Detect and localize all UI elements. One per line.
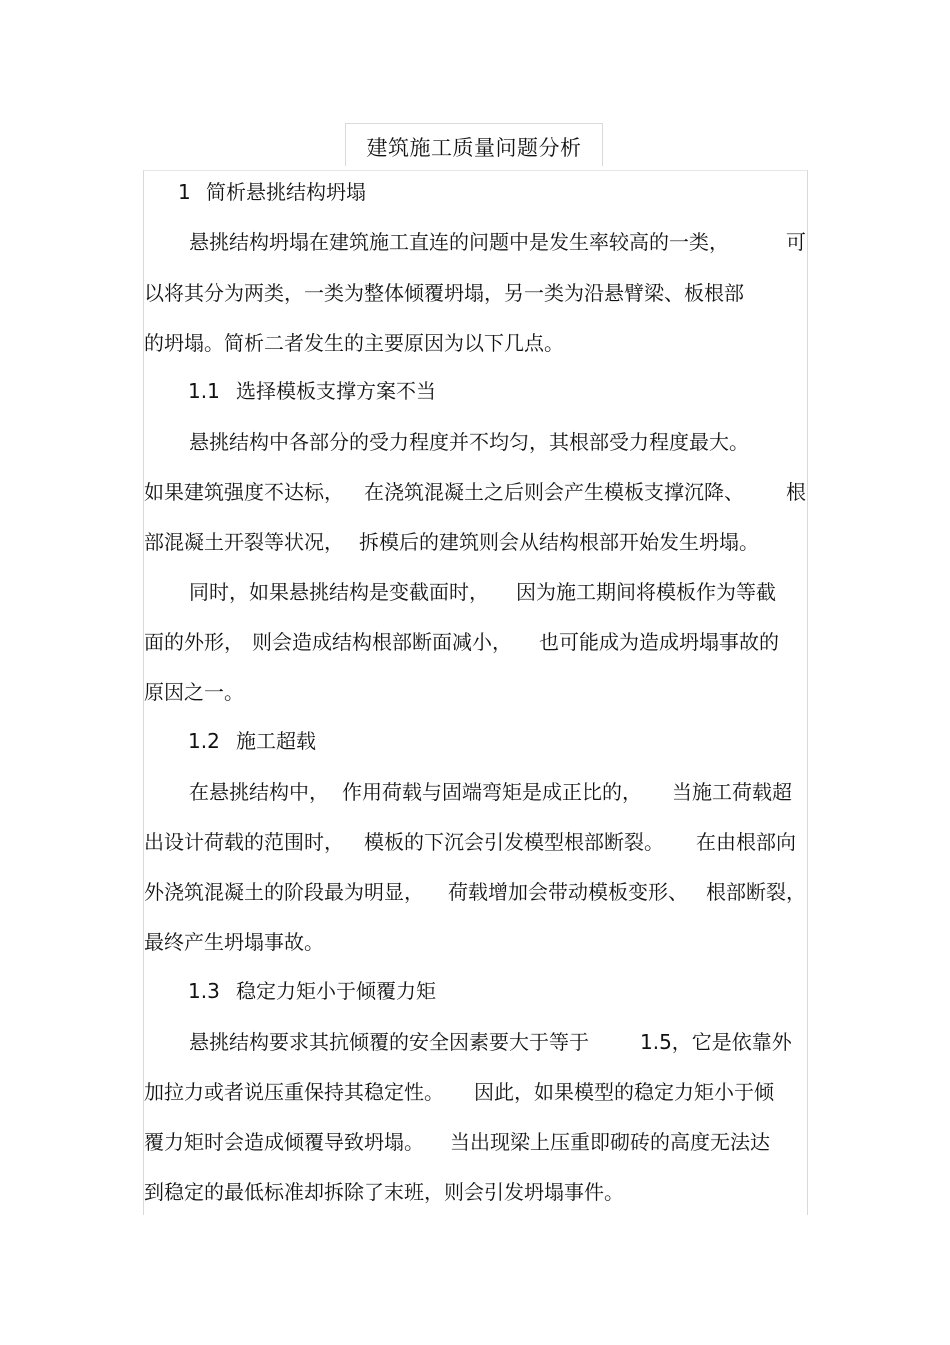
text-run: 拆模后的建筑则会从结构根部开始发生坍塌。 xyxy=(359,530,759,554)
text-run: 在悬挑结构中， xyxy=(189,780,329,804)
title-box xyxy=(345,123,603,166)
text-run: 的坍塌。简析二者发生的主要原因为以下几点。 xyxy=(144,331,564,355)
paragraph-line xyxy=(144,777,806,807)
text-run: 加拉力或者说压重保持其稳定性。 xyxy=(144,1080,444,1104)
text-run: 1.5，它是依靠外 xyxy=(640,1030,792,1054)
text-run: 部混凝土开裂等状况， xyxy=(144,530,344,554)
text-run: 到稳定的最低标准却拆除了末班，则会引发坍塌事件。 xyxy=(144,1180,624,1204)
paragraph-line xyxy=(144,927,806,957)
section-title: 简析悬挑结构坍塌 xyxy=(206,180,366,204)
subsection-heading xyxy=(144,726,806,756)
subsection-number: 1.2 xyxy=(188,729,220,753)
subsection-heading xyxy=(144,376,806,406)
paragraph-line xyxy=(144,677,806,707)
text-run: 当施工荷载超 xyxy=(672,780,792,804)
paragraph-line xyxy=(144,877,806,907)
text-run: 作用荷载与固端弯矩是成正比的， xyxy=(342,780,642,804)
section-heading xyxy=(144,177,806,207)
text-run: 在浇筑混凝土之后则会产生模板支撑沉降、 xyxy=(364,480,744,504)
paragraph-line xyxy=(144,1177,806,1207)
subsection-number: 1.1 xyxy=(188,379,220,403)
paragraph-line xyxy=(144,1127,806,1157)
paragraph-line xyxy=(144,278,806,308)
document-title: 建筑施工质量问题分析 xyxy=(366,136,582,160)
text-run: 最终产生坍塌事故。 xyxy=(144,930,324,954)
text-run: 出设计荷载的范围时， xyxy=(144,830,344,854)
text-run: 当出现梁上压重即砌砖的高度无法达 xyxy=(450,1130,770,1154)
paragraph-line xyxy=(144,328,806,358)
text-run: 根部断裂， xyxy=(706,880,806,904)
text-run: 在由根部向 xyxy=(696,830,796,854)
text-run: 因此，如果模型的稳定力矩小于倾 xyxy=(474,1080,774,1104)
text-run: 悬挑结构坍塌在建筑施工直连的问题中是发生率较高的一类， xyxy=(189,230,729,254)
text-run: 面的外形， xyxy=(144,630,244,654)
text-run: 则会造成结构根部断面减小， xyxy=(252,630,512,654)
text-run: 也可能成为造成坍塌事故的 xyxy=(539,630,779,654)
subsection-heading xyxy=(144,976,806,1006)
paragraph-line xyxy=(144,477,806,507)
subsection-title: 稳定力矩小于倾覆力矩 xyxy=(236,979,436,1003)
text-run: 外浇筑混凝土的阶段最为明显， xyxy=(144,880,424,904)
text-run: 模板的下沉会引发模型根部断裂。 xyxy=(364,830,664,854)
text-run: 悬挑结构中各部分的受力程度并不均匀，其根部受力程度最大。 xyxy=(189,430,749,454)
text-run: 悬挑结构要求其抗倾覆的安全因素要大于等于 xyxy=(189,1030,589,1054)
paragraph-line xyxy=(144,1027,806,1057)
paragraph-line xyxy=(144,627,806,657)
text-run: 根 xyxy=(786,480,806,504)
paragraph-line xyxy=(144,1077,806,1107)
paragraph-line xyxy=(144,227,806,257)
text-run: 以将其分为两类，一类为整体倾覆坍塌，另一类为沿悬臂梁、板根部 xyxy=(144,281,744,305)
subsection-title: 选择模板支撑方案不当 xyxy=(236,379,436,403)
paragraph-line xyxy=(144,577,806,607)
text-run: 因为施工期间将模板作为等截 xyxy=(516,580,776,604)
text-run: 原因之一。 xyxy=(144,680,244,704)
paragraph-line xyxy=(144,427,806,457)
text-run: 可 xyxy=(786,230,806,254)
paragraph-line xyxy=(144,527,806,557)
subsection-number: 1.3 xyxy=(188,979,220,1003)
paragraph-line xyxy=(144,827,806,857)
text-run: 如果建筑强度不达标， xyxy=(144,480,344,504)
text-run: 覆力矩时会造成倾覆导致坍塌。 xyxy=(144,1130,424,1154)
text-run: 荷载增加会带动模板变形、 xyxy=(448,880,688,904)
section-number: 1 xyxy=(178,180,191,204)
subsection-title: 施工超载 xyxy=(236,729,316,753)
text-run: 同时，如果悬挑结构是变截面时， xyxy=(189,580,489,604)
